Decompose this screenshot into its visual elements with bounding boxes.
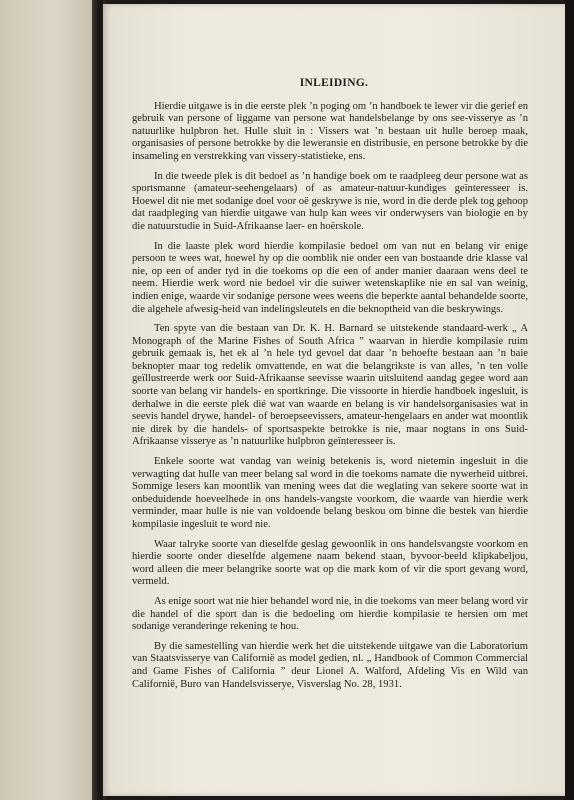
facing-page-edge (0, 0, 98, 800)
paragraph-2: In die tweede plek is dit bedoel as ’n handige boek om te raadpleeg deur persone wat as sportsmanne (amateur-seehengelaars) of as amateur-natuur-kundiges geïnteresseer is. Hoewel dit nie met sodanige doel voor oë geskrywe is nie, word in die derde plek tog gehoop dat raadpleging van hierdie uitgawe van hulp kan wees vir onderwysers van biologie en by die natuurstudie in Suid-Afrikaanse laer- en hoërskole. (132, 170, 528, 232)
page-content (132, 77, 528, 698)
paragraph-1: Hierdie uitgawe is in die eerste plek ’n poging om ’n handboek te lewer vir die gerief en gebruik van persone of liggame van persone wat handelsbelange by ons see-visserye as ’n natuurlike hulpbron het. Hulle sluit in : Vissers wat ’n bestaan uit hulle beroep maak, organisasies of persone betrokke by die leweransie en distribusie, en persone betrokke by die insameling en verstrekking van vissery-statistieke, ens. (132, 100, 528, 162)
paragraph-4: Ten spyte van die bestaan van Dr. K. H. Barnard se uitstekende standaard-werk „ A Monograph of the Marine Fishes of South Africa ” waarvan in hierdie kompilasie ruim gebruik gemaak is, het ek al ’n hele tyd gevoel dat daar ’n behoefte bestaan aan ’n baie beknopter maar tog redelik omvattende, en wat die belangrikste is van alles, ’n ten volle geïllustreerde werk oor Suid-Afrikaanse seevisse waarin uitsluitend aandag gegee word aan soorte van belang vir handels- en sportkringe. Die vissoorte in hierdie handboek ingesluit, is derhalwe in die eerste plek dié wat van waarde en belang is vir handelsorganisasies wat in seevis handel drywe, handel- of beroepseevissers, amateur-hengelaars en ander wat moontlik nie direk by die handels- of sportsaspekte betrokke is nie, maar nogtans in ons Suid-Afrikaanse visserye as ’n natuurlike hulpbron geïnteresseer is. (132, 323, 528, 448)
document-page (103, 4, 565, 796)
page-title: INLEIDING. (299, 77, 369, 89)
background-edge (565, 0, 574, 800)
paragraph-3: In die laaste plek word hierdie kompilasie bedoel om van nut en belang vir enige persoon te wees wat, hoewel hy op die oomblik nie onder een van bostaande drie klasse val nie, op een of ander tyd in die toekoms op die een of ander manier daaraan wens deel te neem. Hierdie werk word nie bedoel vir die suiwer wetenskaplike nie en sal van weinig, indien enige, waarde vir sodanige persone wees weens die beperkte aantal behandelde soorte, die algehele afwesig-heid van indelingsleutels en die beknoptheid van die beskrywings. (132, 240, 528, 315)
paragraph-7: As enige soort wat nie hier behandel word nie, in die toekoms van meer belang word vir die handel of die sport dan is die bedoeling om hierdie kompilasie te hersien om met sodanige veranderinge rekening te hou. (132, 595, 528, 633)
paragraph-5: Enkele soorte wat vandag van weinig betekenis is, word nietemin ingesluit in die verwagting dat hulle van meer belang sal word in die toekoms namate die nywerheid uitbrei. Sommige lesers kan moontlik van mening wees dat die weglating van sekere soorte wat in onbeduidende hoeveelhede in ons handels-vangste voorkom, die waarde van hierdie werk verminder, maar hulle is nie van voldoende belang beskou om binne die bestek van hierdie kompilasie ingesluit te word nie. (132, 456, 528, 530)
paragraph-6: Waar talryke soorte van dieselfde geslag gewoonlik in ons handelsvangste voorkom en hierdie soorte onder dieselfde algemene naam bekend staan, byvoor-beeld klipkabeljou, word alleen die meer belangrike soorte wat op die mark kom of vir die sport gevang word, vermeld. (132, 538, 528, 588)
paragraph-8: By die samestelling van hierdie werk het die uitstekende uitgawe van die Laboratorium van Staatsvisserye van Californië as model gedien, nl. „ Handbook of Common Commercial and Game Fishes of California ” deur Lionel A. Walford, Afdeling Vis en Wild van Californië, Buro van Handelsvisserye, Visverslag No. 28, 1931. (132, 640, 528, 690)
